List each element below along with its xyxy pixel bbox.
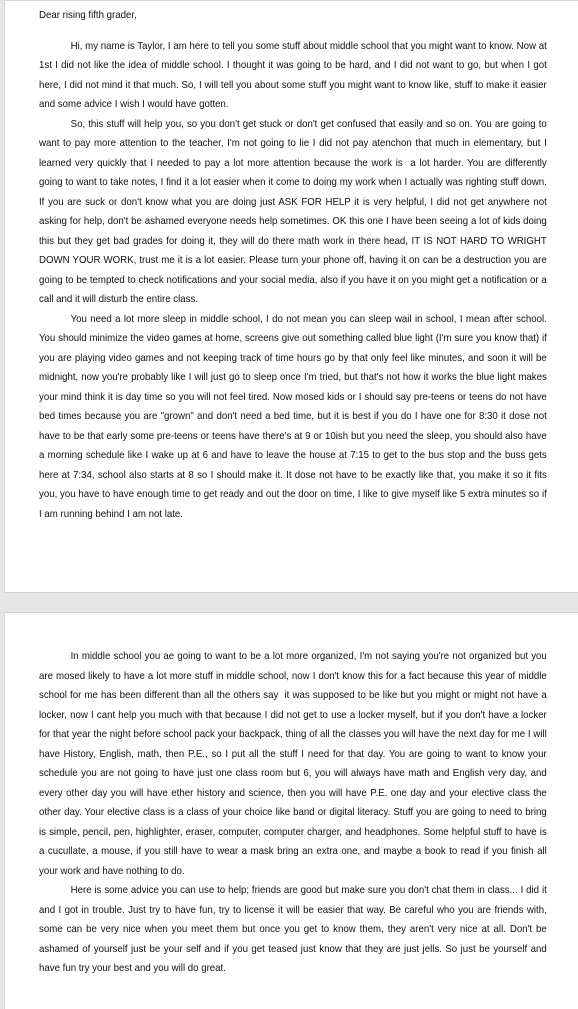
paragraph-sleep-advice: You need a lot more sleep in middle school, I do not mean you can sleep wail in school, I mean after school. You should minimize the video games at home, screens give out something called blue light (I'm sure you know that) if you are playing video games and not keeping track of time hours go by that only feel like minutes, and soon it will be midnight, now you're probably like I will just go to sleep once I'm tried, but that's not how it works the blue light makes your mind think it is day time so you will not feel tired. Now mosed kids or I should say pre-teens or teens do not have bed times because you are "grown" and don't need a bed time, but it is best if you do I have one for 8:30 it dose not have to be that early some pre-teens or teens have there's at 9 or 10ish but you need the sleep, you should also have a morning schedule like I wake up at 6 and have to leave the house at 7:15 to get to the bus stop and the buss gets here at 7:34, school also starts at 8 so I should make it. It dose not have to be exactly like that, you make it so it fits you, you have to have enough time to get ready and out the door on time, I like to give myself like 5 extra minutes so if I am running behind I am not late.	[39, 313, 550, 520]
page-2-text	[39, 647, 550, 979]
document-page-1	[4, 0, 578, 593]
paragraph-friends-advice: Here is some advice you can use to help; friends are good but make sure you don't chat them in class... I did it and I got in trouble. Just try to have fun, try to license it will be easier that way. Be careful who you are friends with, some can be very nice when you meet them but once you get to know them, they aren't very nice at all. Don't be ashamed of yourself just be your self and if you get teased just know that they are just jells. So just be yourself and have fun try your best and you will do great.	[39, 885, 550, 974]
paragraph-study-tips: So, this stuff will help you, so you don't get stuck or don't get confused that easily and so on. You are going to want to pay more attention to the teacher, I'm not going to lie I did not pay atenchon that much in elementary, but I learned very quickly that I needed to pay a lot more attention because the work is a lot harder. You are differently going to want to take notes, I find it a lot easier when it come to doing my work when I actually was righting stuff down. If you are suck or don't know what you are doing just ASK FOR HELP it is very helpful, I did not get anywhere not asking for help, don't be ashamed everyone needs help sometimes. OK this one I have been seeing a lot of kids doing this but they get bad grades for doing it, they will do there math work in there head, IT IS NOT HARD TO WRIGHT DOWN YOUR WORK, trust me it is a lot easier. Please turn your phone off, having it on can be a destruction you are going to be tempted to check notifications and your social media, also if you have it on you might get a notification or a call and it will disturb the entire class.	[39, 118, 550, 305]
document-page-2	[4, 612, 578, 1009]
page-1-text	[39, 6, 550, 524]
paragraph-introduction: Hi, my name is Taylor, I am here to tell you some stuff about middle school that you might want to know. Now at 1st I did not like the idea of middle school. I thought it was going to be hard, and I did not want to go, but when I got here, I did not mind it that much. So, I will tell you about some stuff you might want to know like, stuff to make it easier and some advice I wish I would have gotten.	[39, 40, 550, 110]
letter-salutation: Dear rising fifth grader,	[39, 10, 137, 21]
paragraph-organization: In middle school you ae going to want to be a lot more organized, I'm not saying you're not organized but you are mosed likely to have a lot more stuff in middle school, now I don't know this for a fact because this year of middle school for me has been different than all the others say it was supposed to be like but you might or might not have a locker, now I cant help you much with that because I did not get to use a locker myself, but if you don't have a locker for that year the night before school pack your backpack, thing of all the classes you will have the next day for me I will have History, English, math, then P.E., so I put all the stuff I need for that day. You are going to want to know your schedule you are not going to have just one class room but 6, you will always have math and English very day, and every other day you will have ether history and science, then you will have P.E. one day and your elective class the other day. Your elective class is a class of your choice like band or digital literacy. Stuff you are going to need to bring is simple, pencil, pen, highlighter, eraser, computer, computer charger, and headphones. Some helpful stuff to have is a cucullate, a mouse, if you still have to wear a mask bring an extra one, and maybe a book to read if you finish all your work and have nothing to do.	[39, 651, 550, 877]
